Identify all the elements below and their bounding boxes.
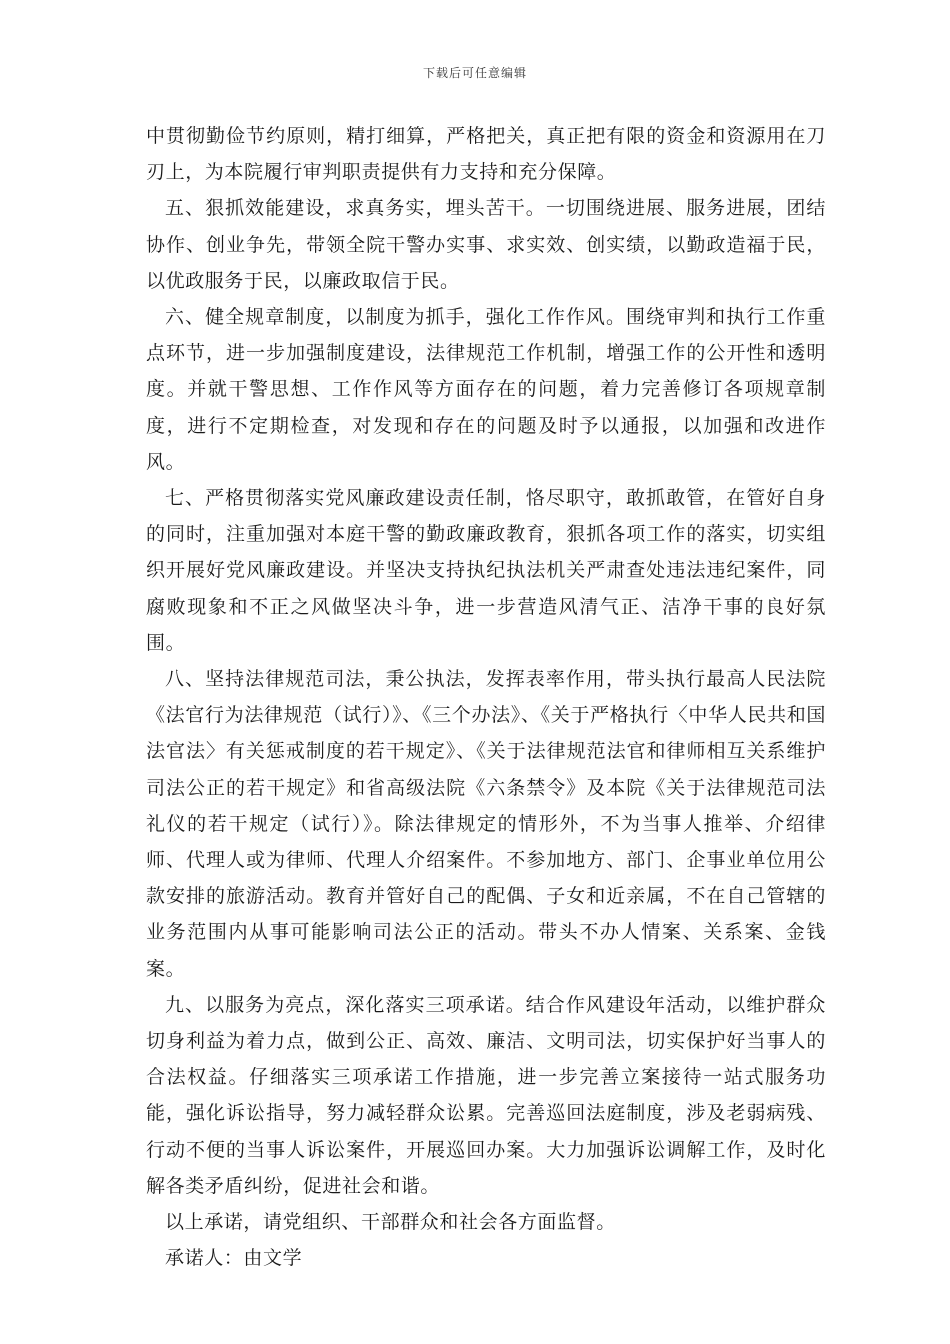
paragraph-item-6: 六、健全规章制度，以制度为抓手，强化工作作风。围绕审判和执行工作重点环节，进一步加强制度建设，法律规范工作机制，增强工作的公开性和透明度。并就干警思想、工作作风等方面存在的问题，着力完善修订各项规章制度，进行不定期检查，对发现和存在的问题及时予以通报，以加强和改进作风。 <box>146 306 826 473</box>
document-body <box>146 118 826 1276</box>
page-header: 下载后可任意编辑 <box>422 66 527 80</box>
signature-line: 承诺人：由文学 <box>165 1247 303 1270</box>
paragraph-item-8: 八、坚持法律规范司法，秉公执法，发挥表率作用，带头执行最高人民法院《法官行为法律规范（试行）》、《三个办法》、《关于严格执行〈中华人民共和国法官法〉有关惩戒制度的若干规定》、《关于法律规范法官和律师相互关系维护司法公正的若干规定》和省高级法院《六条禁令》及本院《关于法律规范司法礼仪的若干规定（试行）》。除法律规定的情形外，不为当事人推举、介绍律师、代理人或为律师、代理人介绍案件。不参加地方、部门、企事业单位用公款安排的旅游活动。教育并管好自己的配偶、子女和近亲属，不在自己管辖的业务范围内从事可能影响司法公正的活动。带头不办人情案、关系案、金钱案。 <box>146 668 826 980</box>
paragraph-item-9: 九、以服务为亮点，深化落实三项承诺。结合作风建设年活动，以维护群众切身利益为着力点，做到公正、高效、廉洁、文明司法，切实保护好当事人的合法权益。仔细落实三项承诺工作措施，进一步完善立案接待一站式服务功能，强化诉讼指导，努力减轻群众讼累。完善巡回法庭制度，涉及老弱病残、行动不便的当事人诉讼案件，开展巡回办案。大力加强诉讼调解工作，及时化解各类矛盾纠纷，促进社会和谐。 <box>146 993 826 1197</box>
paragraph-closing: 以上承诺，请党组织、干部群众和社会各方面监督。 <box>165 1211 616 1234</box>
paragraph-continuation: 中贯彻勤俭节约原则，精打细算，严格把关，真正把有限的资金和资源用在刀刃上，为本院履行审判职责提供有力支持和充分保障。 <box>146 125 826 184</box>
paragraph-item-7: 七、严格贯彻落实党风廉政建设责任制，恪尽职守，敢抓敢管，在管好自身的同时，注重加强对本庭干警的勤政廉政教育，狠抓各项工作的落实，切实组织开展好党风廉政建设。并坚决支持执纪执法机关严肃查处违法违纪案件，同腐败现象和不正之风做坚决斗争，进一步营造风清气正、洁净干事的良好氛围。 <box>146 487 826 654</box>
paragraph-item-5: 五、狠抓效能建设，求真务实，埋头苦干。一切围绕进展、服务进展，团结协作、创业争先，带领全院干警办实事、求实效、创实绩，以勤政造福于民，以优政服务于民，以廉政取信于民。 <box>146 197 826 292</box>
